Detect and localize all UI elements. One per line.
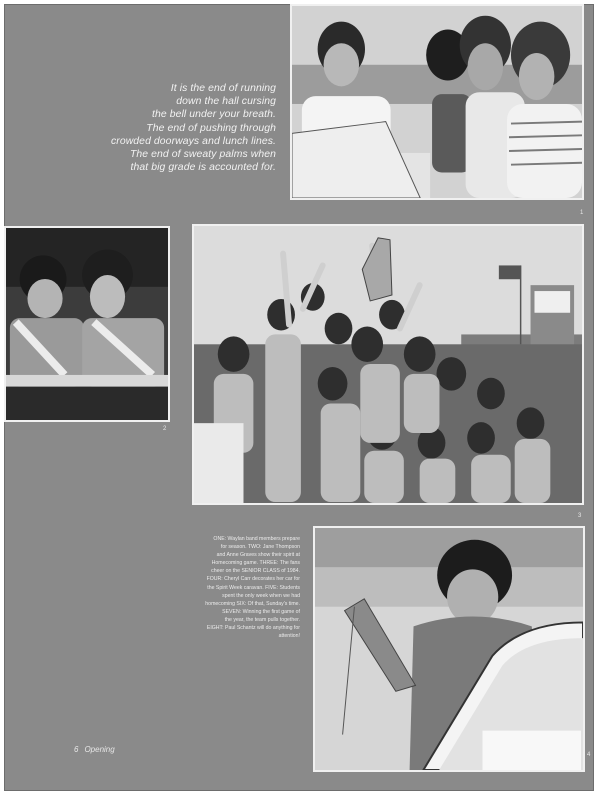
photo-number-4: 4 (587, 752, 591, 758)
caption-line: EIGHT: Paul Schantz will do anything for (206, 625, 300, 632)
quote-line: The end of sweaty palms when (129, 149, 276, 161)
photo-number-1: 1 (580, 210, 584, 216)
caption-line: attention! (278, 633, 300, 640)
photo-caption (124, 535, 300, 640)
quote-line: the bell under your breath. (151, 109, 276, 121)
quote-line: down the hall cursing (176, 96, 276, 108)
caption-line: for season. TWO: Jane Thompson (220, 544, 300, 551)
quote-line: that big grade is accounted for. (130, 162, 276, 174)
page-folio (74, 745, 121, 754)
photo-number-3: 3 (578, 513, 582, 519)
photo-band-members (4, 226, 170, 422)
caption-line: FOUR: Cheryl Carr decorates her car for (206, 576, 300, 583)
quote-line: The end of pushing through (146, 122, 276, 134)
photo-number-2: 2 (163, 426, 167, 432)
yearbook-page (4, 4, 594, 791)
photo-cheering-crowd (192, 224, 584, 505)
photo-girls-with-sign (290, 4, 584, 200)
section-name: Opening (84, 745, 115, 754)
caption-line: ONE: Waylan band members prepare (213, 536, 300, 542)
caption-line: spent the only week when we had (222, 592, 300, 599)
caption-line: and Anne Graves show their spirit at (216, 552, 300, 559)
photo-car-decorating (313, 526, 585, 772)
opening-quote (64, 82, 276, 174)
caption-line: cheer on the SENIOR CLASS of 1984. (211, 568, 300, 575)
caption-line: Homecoming game. THREE: The fans (211, 560, 300, 567)
caption-line: the year, the team pulls together. (224, 616, 300, 623)
caption-line: the Spirit Week caravan. FIVE: Students (207, 584, 300, 591)
quote-line: It is the end of running (170, 83, 276, 94)
page-number: 6 (74, 745, 79, 754)
caption-line: SEVEN: Winning the first game of (222, 608, 300, 615)
caption-line: homecoming SIX: Of that, Sunday's time. (205, 600, 300, 607)
quote-line: crowded doorways and lunch lines. (110, 135, 276, 147)
